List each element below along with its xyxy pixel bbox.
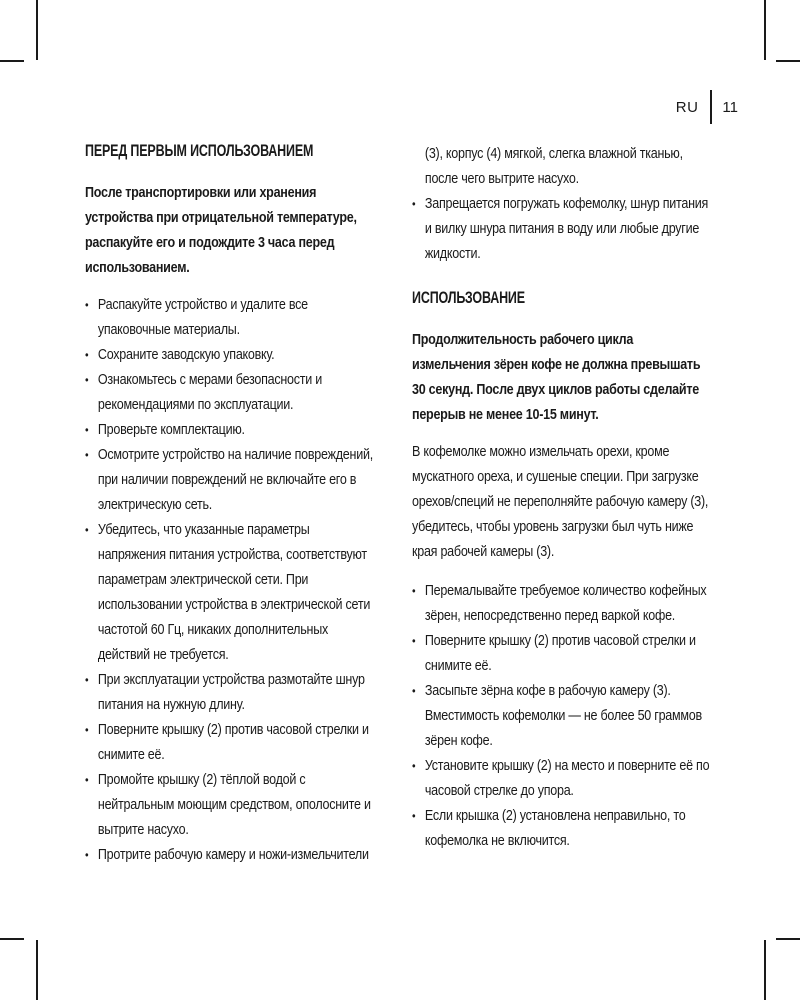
crop-mark	[36, 940, 38, 1000]
left-column	[85, 142, 379, 868]
list-item: • Установите крышку (2) на место и поверните её по часовой стрелке до упора.	[412, 754, 713, 804]
list-item: • Проверьте комплектацию.	[85, 418, 378, 443]
list-item: • Убедитесь, что указанные параметры напряжения питания устройства, соответствуют параметрам электрической сети. При использовании устройства в электрической сети частотой 60 Гц, никаких дополнительных действий не требуется.	[85, 518, 378, 668]
list-item: • Запрещается погружать кофемолку, шнур питания и вилку шнура питания в воду или любые другие жидкости.	[412, 192, 713, 267]
header-divider	[710, 90, 712, 124]
list-item-continued: (3), корпус (4) мягкой, слегка влажной тканью, после чего вытрите насухо.	[424, 146, 683, 187]
list-item: • При эксплуатации устройства размотайте шнур питания на нужную длину.	[85, 668, 378, 718]
right-column	[412, 142, 714, 854]
section-heading-before-first-use: ПЕРЕД ПЕРВЫМ ИСПОЛЬЗОВАНИЕМ	[85, 142, 314, 160]
list-item: • Осмотрите устройство на наличие повреждений, при наличии повреждений не включайте его в электрическую сеть.	[85, 443, 378, 518]
section-heading-usage: ИСПОЛЬЗОВАНИЕ	[412, 289, 525, 307]
crop-mark	[36, 0, 38, 60]
list-item: • Поверните крышку (2) против часовой стрелки и снимите её.	[412, 629, 713, 679]
list-item: • Ознакомьтесь с мерами безопасности и рекомендациями по эксплуатации.	[85, 368, 378, 418]
crop-mark	[764, 940, 766, 1000]
crop-mark	[0, 60, 24, 62]
list-item: • Сохраните заводскую упаковку.	[85, 343, 378, 368]
crop-mark	[776, 938, 800, 940]
list-item: • Протрите рабочую камеру и ножи-измельчители	[85, 843, 378, 868]
list-item: • Если крышка (2) установлена неправильно, то кофемолка не включится.	[412, 804, 713, 854]
bullet-list	[85, 293, 378, 868]
list-item: • Распакуйте устройство и удалите все упаковочные материалы.	[85, 293, 378, 343]
list-item: • Поверните крышку (2) против часовой стрелки и снимите её.	[85, 718, 378, 768]
crop-mark	[764, 0, 766, 60]
list-item: • Промойте крышку (2) тёплой водой с нейтральным моющим средством, ополосните и вытрите насухо.	[85, 768, 378, 843]
body-paragraph: В кофемолке можно измельчать орехи, кроме мускатного ореха, и сушеные специи. При загрузке орехов/специй не переполняйте рабочую камеру (3), убедитесь, чтобы уровень загрузки был чуть ниже края рабочей камеры (3).	[412, 444, 709, 560]
crop-mark	[776, 60, 800, 62]
crop-mark	[0, 938, 24, 940]
list-item: • Засыпьте зёрна кофе в рабочую камеру (3). Вместимость кофемолки — не более 50 граммов зёрен кофе.	[412, 679, 713, 754]
lead-text: После транспортировки или хранения устройства при отрицательной температуре, распакуйте его и подождите 3 часа перед использованием.	[85, 185, 357, 276]
list-item: • Перемалывайте требуемое количество кофейных зёрен, непосредственно перед варкой кофе.	[412, 579, 713, 629]
bullet-list-continued	[412, 142, 713, 267]
lead-text: Продолжительность рабочего цикла измельчения зёрен кофе не должна превышать 30 секунд. После двух циклов работы сделайте перерыв не менее 10-15 минут.	[412, 332, 701, 423]
bullet-list	[412, 579, 713, 854]
page-number: 11	[722, 98, 738, 116]
page-header	[676, 90, 738, 124]
language-code: RU	[675, 98, 699, 116]
